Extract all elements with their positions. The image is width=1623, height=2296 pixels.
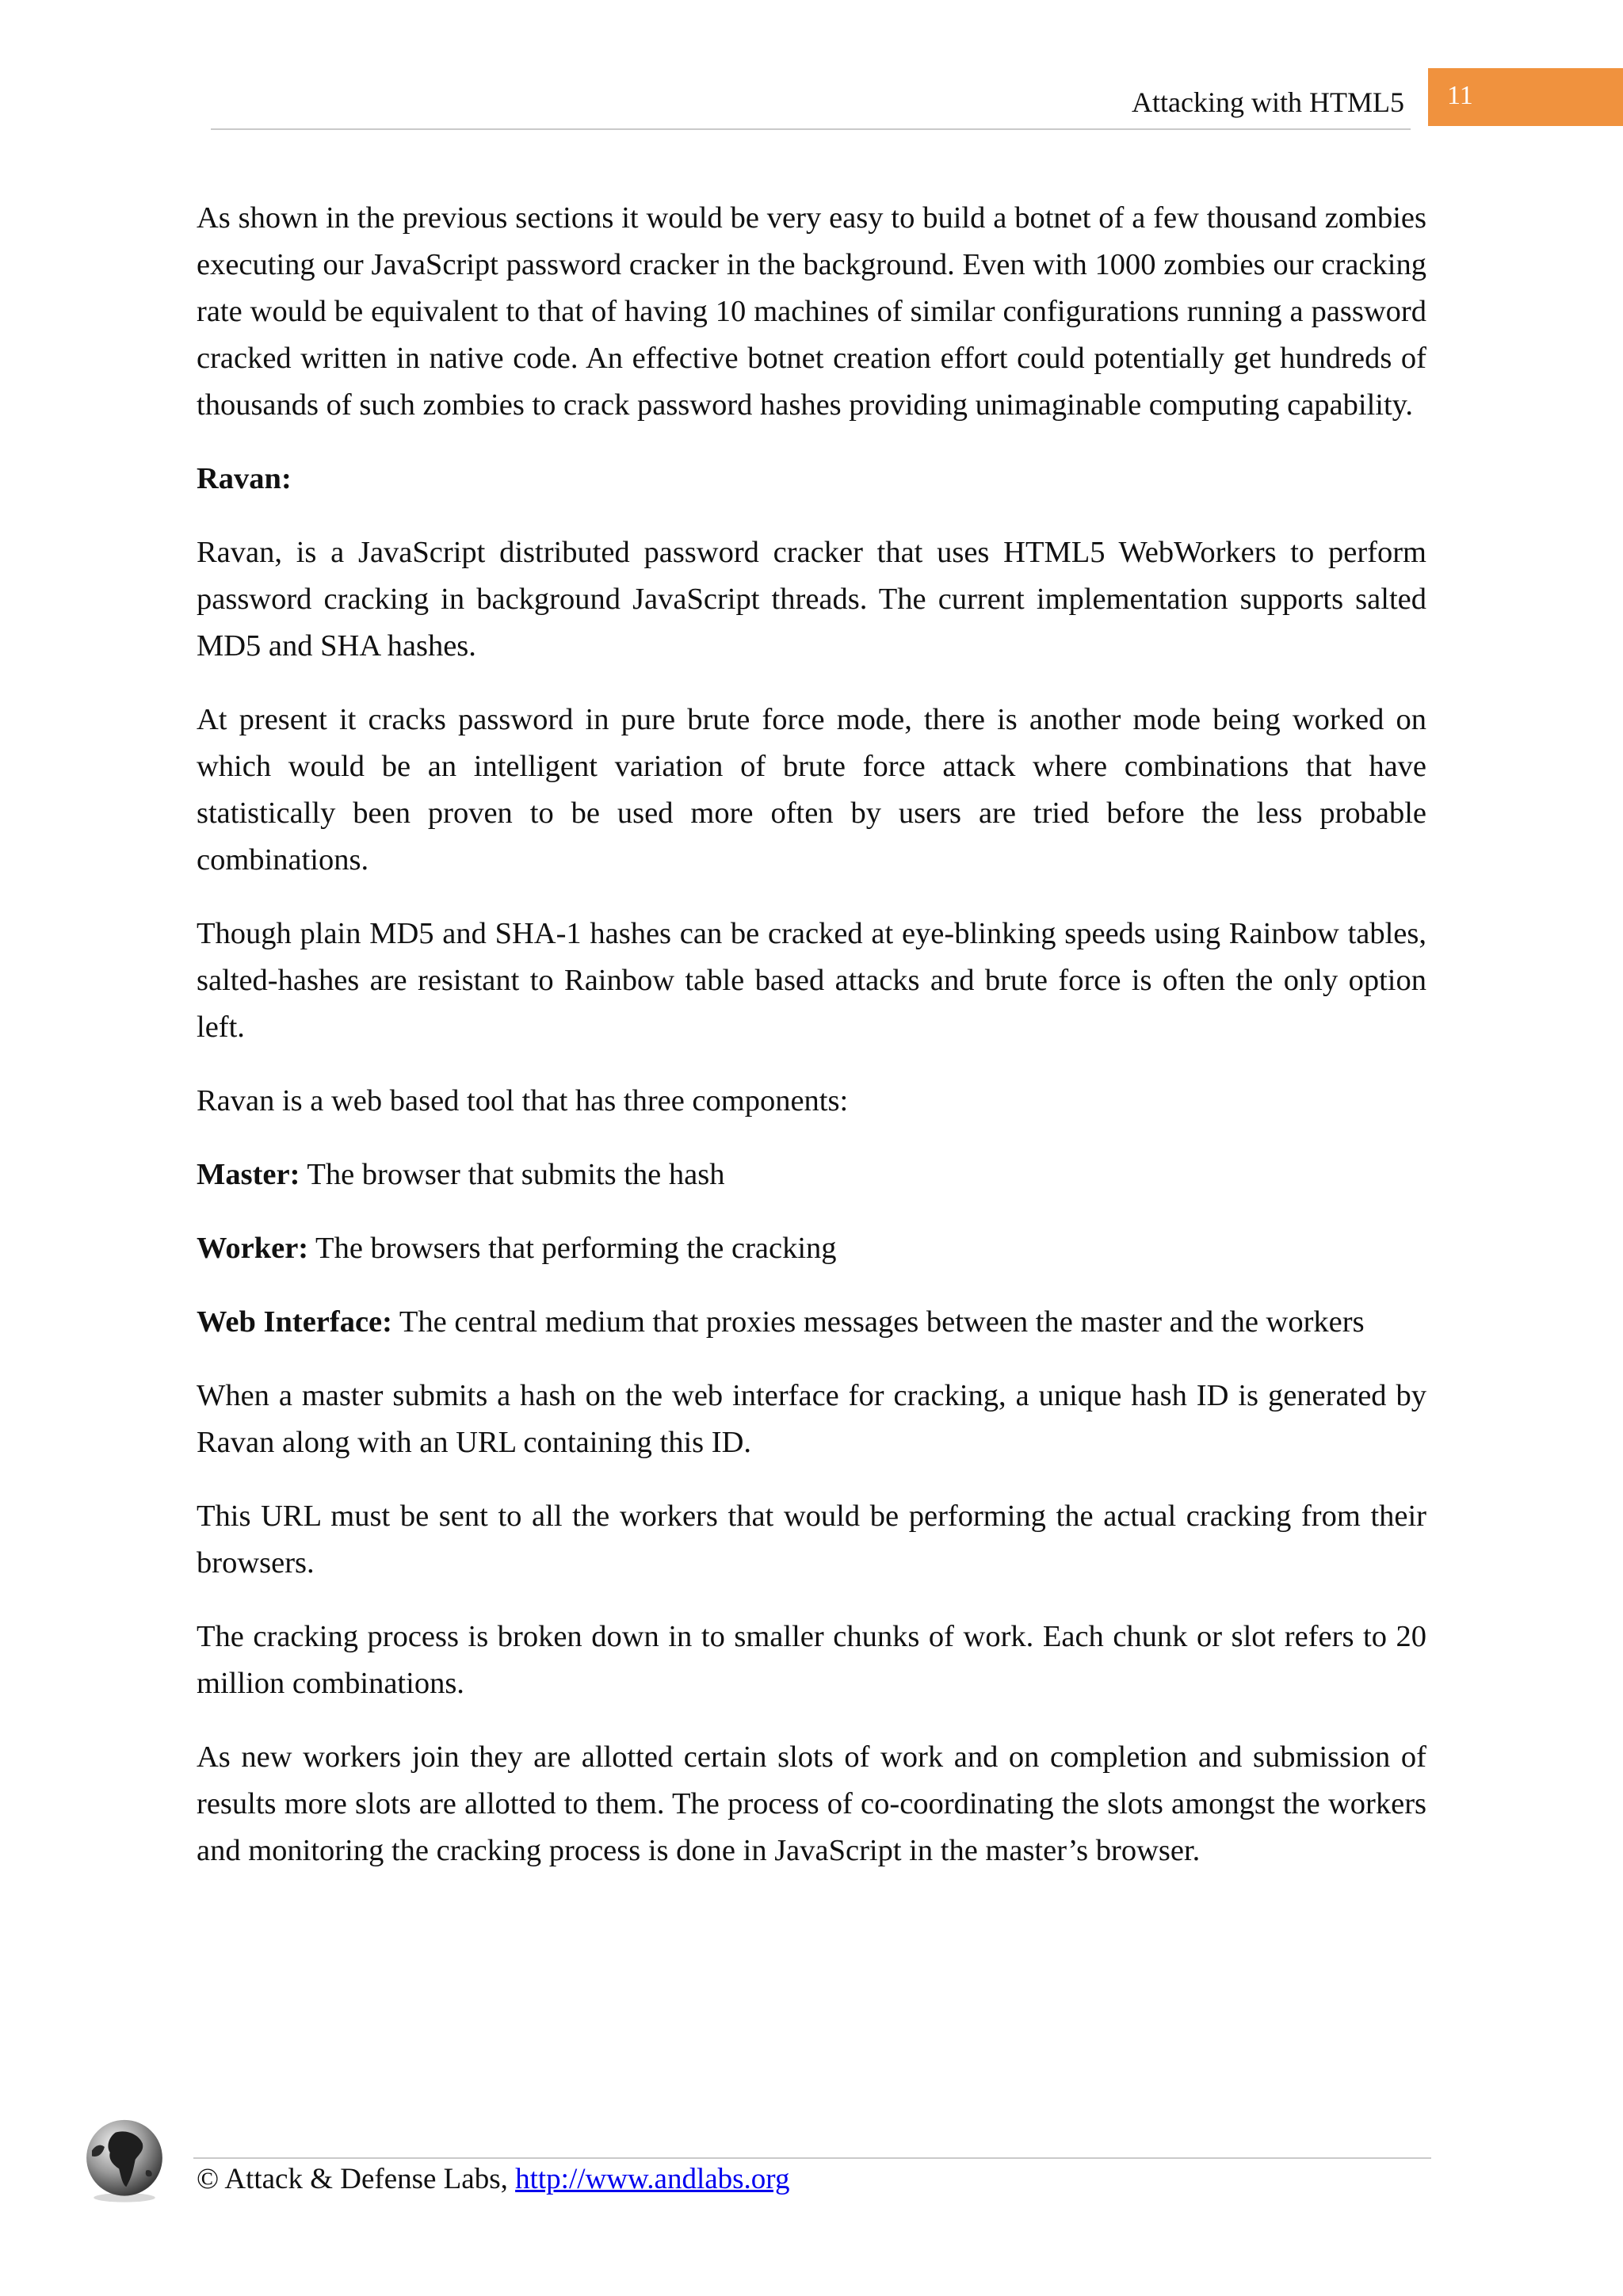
component-web-interface: [197, 1299, 1426, 1346]
paragraph-hash-id: When a master submits a hash on the web interface for cracking, a unique hash ID is generated by Ravan along with an URL containing this ID.: [197, 1379, 1426, 1459]
component-web-interface-label: Web Interface:: [197, 1305, 392, 1339]
page-number-badge: [1428, 68, 1623, 126]
footer-website-link[interactable]: http://www.andlabs.org: [515, 2163, 790, 2195]
paragraph-brute-force: At present it cracks password in pure brute force mode, there is another mode being worked on which would be an intelligent variation of brute force attack where combinations that have statistically been proven to be used more often by users are tried before the less probable combinations.: [197, 703, 1426, 877]
paragraph-botnet: As shown in the previous sections it would be very easy to build a botnet of a few thousand zombies executing our JavaScript password cracker in the background. Even with 1000 zombies our cracking rate would be equivalent to that of having 10 machines of similar configurations running a password cracked written in native code. An effective botnet creation effort could potentially get hundreds of thousands of such zombies to crack password hashes providing unimaginable computing capability.: [197, 201, 1426, 422]
page-number: 11: [1447, 81, 1473, 110]
paragraph-url-workers: This URL must be sent to all the workers that would be performing the actual cracking from their browsers.: [197, 1499, 1426, 1580]
paragraph-rainbow-tables: Though plain MD5 and SHA-1 hashes can be cracked at eye-blinking speeds using Rainbow tables, salted-hashes are resistant to Rainbow table based attacks and brute force is often the only option left.: [197, 917, 1426, 1044]
paragraph-ravan-intro: Ravan, is a JavaScript distributed password cracker that uses HTML5 WebWorkers to perform password cracking in background JavaScript threads. The current implementation supports salted MD5 and SHA hashes.: [197, 536, 1426, 663]
header-divider: [211, 128, 1411, 130]
footer-copyright: [197, 2162, 789, 2196]
globe-icon: [79, 2115, 170, 2205]
component-worker-text: The browsers that performing the cracking: [308, 1232, 837, 1265]
paragraph-chunks: The cracking process is broken down in to smaller chunks of work. Each chunk or slot refers to 20 million combinations.: [197, 1620, 1426, 1700]
body-text: [197, 195, 1426, 1901]
component-master-label: Master:: [197, 1158, 300, 1191]
component-worker: [197, 1225, 1426, 1272]
component-master-text: The browser that submits the hash: [300, 1158, 725, 1191]
component-master: [197, 1152, 1426, 1198]
component-web-interface-text: The central medium that proxies messages between the master and the workers: [391, 1305, 1365, 1339]
header-title: Attacking with HTML5: [1132, 86, 1404, 118]
footer-copyright-text: © Attack & Defense Labs,: [197, 2163, 516, 2195]
paragraph-components: Ravan is a web based tool that has three components:: [197, 1084, 849, 1117]
paragraph-slots: As new workers join they are allotted certain slots of work and on completion and submission of results more slots are allotted to them. The process of co-coordinating the slots amongst the workers and monitoring the cracking process is done in JavaScript in the master’s browser.: [197, 1740, 1426, 1867]
footer-divider: [193, 2157, 1431, 2159]
section-heading: Ravan:: [197, 462, 292, 495]
component-worker-label: Worker:: [197, 1232, 309, 1265]
